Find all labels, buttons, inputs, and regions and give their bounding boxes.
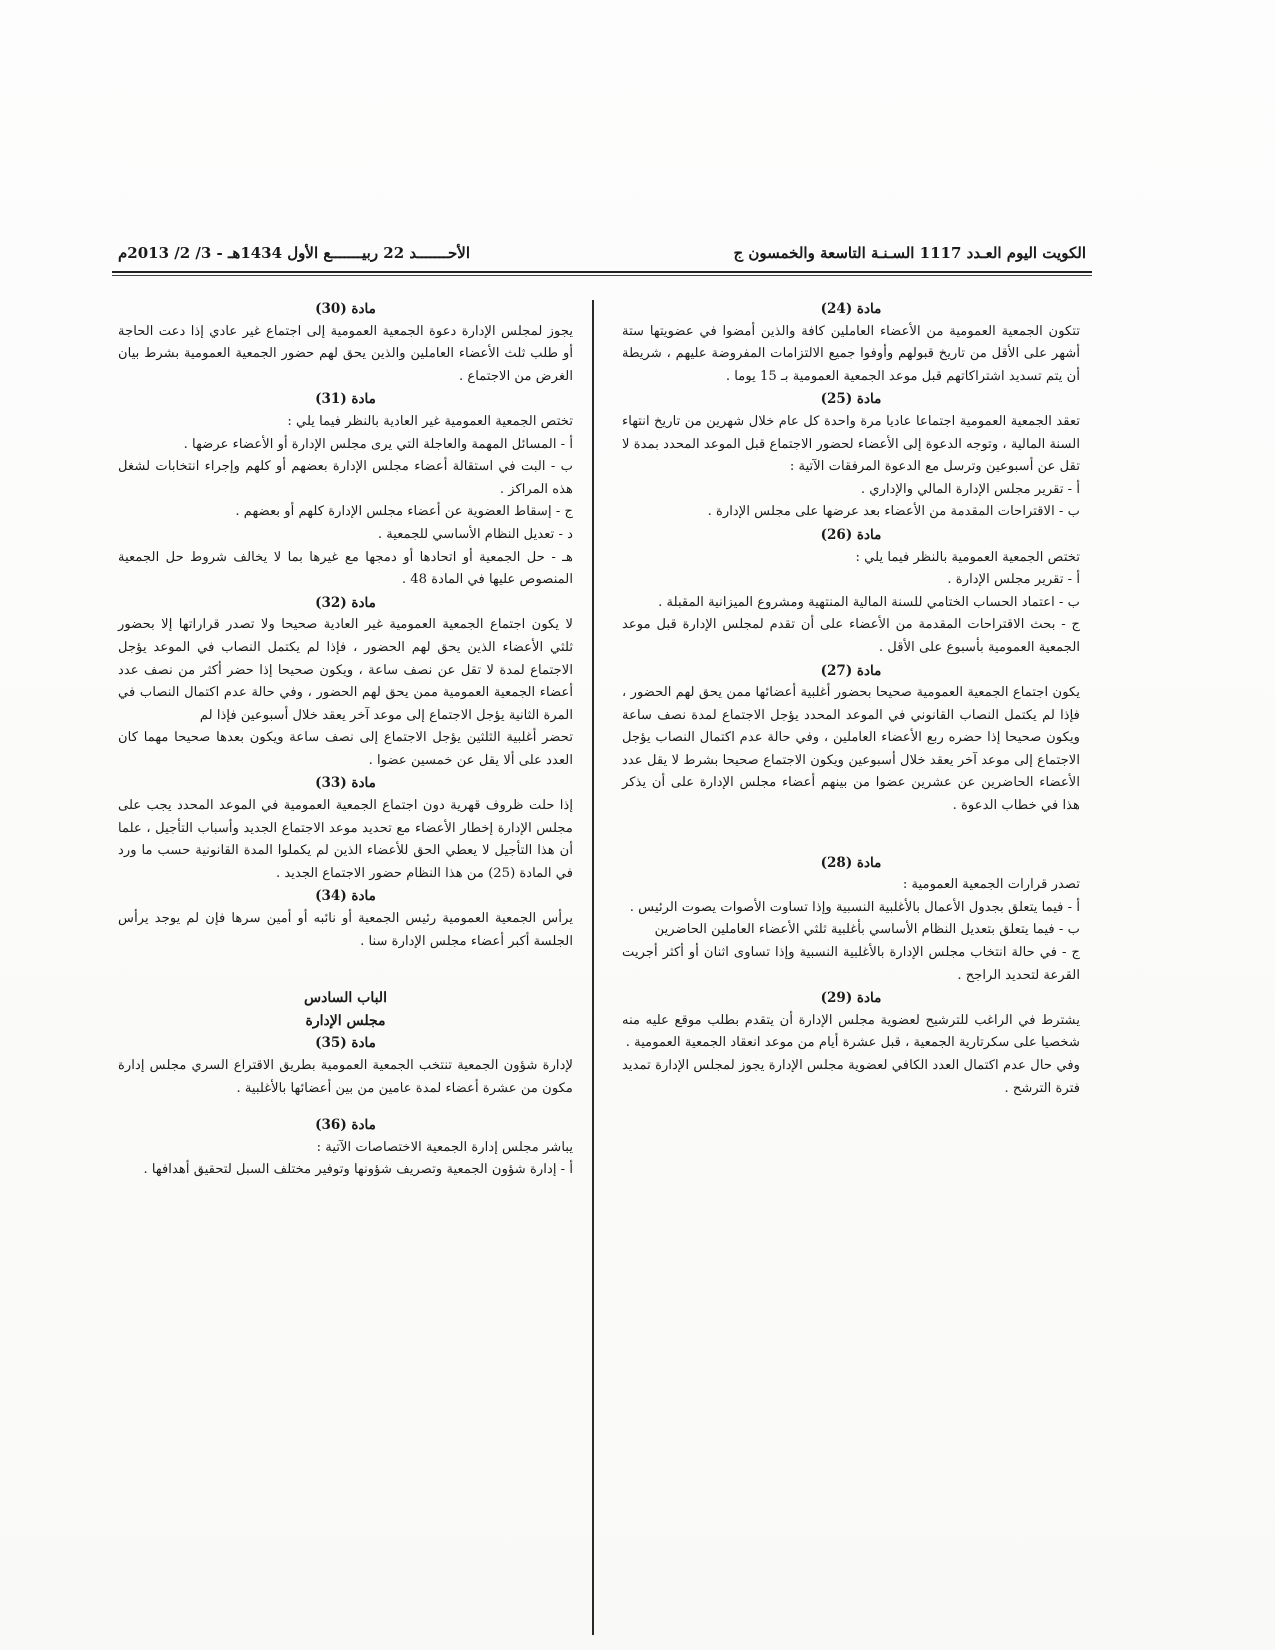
article-24-text: تتكون الجمعية العمومية من الأعضاء العاملين كافة والذين أمضوا في عضويتها ستة أشهر على الأقل من تاريخ قبولهم وأوفوا جميع الالتزامات المفروضة عليهم ، شريطة أن يتم تسديد اشتراكاتهم قبل موعد الجمعية العمومية بـ 15 يوما .	[622, 323, 1080, 384]
article-29-text: يشترط في الراغب للترشيح لعضوية مجلس الإدارة أن يتقدم بطلب موقع عليه منه شخصيا على سكرتارية الجمعية ، قبل عشرة أيام من موعد انعقاد الجمعية العمومية .	[622, 1012, 1080, 1051]
article-25-item-a: أ - تقرير مجلس الإدارة المالي والإداري .	[860, 481, 1080, 497]
article-31-item-c: ج - إسقاط العضوية عن أعضاء مجلس الإدارة كلهم أو بعضهم .	[235, 504, 573, 520]
article-24-title: مادة (24)	[820, 301, 882, 317]
article-26-item-a: أ - تقرير مجلس الإدارة .	[947, 572, 1080, 588]
article-36-title: مادة (36)	[315, 1117, 376, 1134]
spacer	[118, 1100, 573, 1114]
article-26-item-b: ب - اعتماد الحساب الختامي للسنة المالية المنتهية ومشروع الميزانية المقبلة .	[658, 594, 1080, 610]
article-25-text: تعقد الجمعية العمومية اجتماعا عاديا مرة واحدة كل عام خلال شهرين من تاريخ انتهاء السنة المالية ، وتوجه الدعوة إلى الأعضاء لحضور الاجتماع قبل الموعد المحدد بمدة لا تقل عن أسبوعين وترسل مع الدعوة المرفقات الآتية :	[622, 413, 1081, 475]
article-31-item-e: هـ - حل الجمعية أو اتحادها أو دمجها مع غيرها بما لا يخالف شروط حل الجمعية المنصوص عليها في المادة 48 .	[118, 549, 573, 588]
spacer	[118, 953, 573, 987]
article-30-text: يجوز لمجلس الإدارة دعوة الجمعية العمومية إلى اجتماع غير عادي إذا دعت الحاجة أو طلب ثلث الأعضاء العاملين والذين يحق لهم حضور الجمعية العمومية بشرط بيان الغرض من الاجتماع .	[118, 323, 573, 384]
article-34-text: يرأس الجمعية العمومية رئيس الجمعية أو نائبه أو أمين سرها فإن لم يوجد يرأس الجلسة أكبر أعضاء مجلس الإدارة سنا .	[118, 911, 573, 949]
right-column	[622, 298, 1080, 1100]
article-27-title: مادة (27)	[820, 662, 882, 679]
article-28-item-a: أ - فيما يتعلق بجدول الأعمال بالأغلبية النسبية وإذا تساوت الأصوات يصوت الرئيس .	[629, 899, 1080, 915]
article-26-title: مادة (26)	[820, 526, 882, 543]
column-divider	[592, 300, 594, 1635]
chapter-title: الباب السادس	[304, 990, 387, 1007]
header-rule-thin	[112, 275, 1092, 276]
chapter-subtitle: مجلس الإدارة	[305, 1012, 386, 1029]
article-29-title: مادة (29)	[820, 990, 882, 1007]
header-issue: الكويت اليوم العـدد 1117 السـنـة التاسعة والخمسون ج	[733, 244, 1086, 262]
article-31-item-d: د - تعديل النظام الأساسي للجمعية .	[377, 526, 573, 542]
article-25-item-b: ب - الاقتراحات المقدمة من الأعضاء بعد عرضها على مجلس الإدارة .	[707, 504, 1080, 520]
article-28-title: مادة (28)	[820, 854, 882, 871]
article-28-item-c: ج - في حالة انتخاب مجلس الإدارة بالأغلبية النسبية وإذا تساوى اثنان أو أكثر أجريت القرعة لتحديد الراجح .	[622, 945, 1080, 983]
article-34-title: مادة (34)	[315, 888, 376, 905]
article-33-text: إذا حلت ظروف قهرية دون اجتماع الجمعية العمومية في الموعد المحدد يجب على مجلس الإدارة إخطار الأعضاء مع تحديد موعد الاجتماع الجديد وأسباب التأجيل ، علما أن هذا التأجيل لا يعطي الحق للأعضاء الذين لم يكملوا المدة القانونية حسب ما ورد في المادة (25) من هذا النظام حضور الاجتماع الجديد .	[118, 798, 573, 881]
article-28-text: تصدر قرارات الجمعية العمومية :	[902, 877, 1080, 893]
article-26-text: تختص الجمعية العمومية بالنظر فيما يلي :	[855, 549, 1080, 565]
article-36-text: يباشر مجلس إدارة الجمعية الاختصاصات الآتية :	[316, 1139, 573, 1155]
left-column	[118, 298, 573, 1182]
article-33-title: مادة (33)	[315, 775, 376, 792]
article-27-text: يكون اجتماع الجمعية العمومية صحيحا بحضور أغلبية أعضائها ممن يحق لهم الحضور ، فإذا لم يكتمل النصاب القانوني في الموعد المحدد يؤجل الاجتماع لمدة نصف ساعة ويكون صحيحا إذا حضره ربع الأعضاء العاملين ، وفي حالة عدم اكتمال النصاب يؤجل الاجتماع إلى موعد آخر يعقد خلال أسبوعين ويكون الاجتماع صحيحا بشرط لا يقل عدد الأعضاء الحاضرين عن عشرين عضوا من بينهم أعضاء مجلس الإدارة على أن يذكر هذا في خطاب الدعوة .	[622, 685, 1080, 814]
article-30-title: مادة (30)	[315, 301, 376, 317]
article-31-item-b: ب - البت في استقالة أعضاء مجلس الإدارة بعضهم أو كلهم وإجراء انتخابات لشغل هذه المراكز .	[118, 459, 573, 497]
article-32-title: مادة (32)	[315, 594, 376, 611]
article-31-item-a: أ - المسائل المهمة والعاجلة التي يرى مجلس الإدارة أو الأعضاء عرضها .	[183, 436, 573, 452]
article-35-text: لإدارة شؤون الجمعية تنتخب الجمعية العمومية بطريق الاقتراع السري مجلس إدارة مكون من عشرة أعضاء لمدة عامين من بين أعضائها بالأغلبية .	[118, 1058, 573, 1096]
article-31-text: تختص الجمعية العمومية غير العادية بالنظر فيما يلي :	[287, 413, 573, 429]
header-date: الأحـــــــد 22 ربيـــــــع الأول 1434هـ - 3/ 2/ 2013م	[118, 244, 471, 262]
article-35-title: مادة (35)	[315, 1035, 376, 1052]
spacer	[622, 818, 1080, 852]
article-31-title: مادة (31)	[315, 391, 376, 408]
article-26-item-c: ج - بحث الاقتراحات المقدمة من الأعضاء على أن تقدم لمجلس الإدارة قبل موعد الجمعية العمومية بأسبوع على الأقل .	[622, 617, 1080, 655]
page-header	[118, 236, 1086, 270]
article-29-text-2: وفي حال عدم اكتمال العدد الكافي لعضوية مجلس الإدارة يجوز لمجلس الإدارة تمديد فترة الترشح .	[622, 1058, 1080, 1096]
article-25-title: مادة (25)	[820, 391, 882, 408]
article-32-text-2: تحضر أغلبية الثلثين يؤجل الاجتماع إلى نصف ساعة ويكون بعدها صحيحا مهما كان العدد على ألا يقل عن خمسين عضوا .	[118, 730, 573, 768]
article-32-text: لا يكون اجتماع الجمعية العمومية غير العادية صحيحا ولا تصدر قراراتها إلا بحضور ثلثي الأعضاء الذين يحق لهم الحضور ، فإذا لم يكتمل النصاب في الموعد يؤجل الاجتماع لمدة لا تقل عن نصف ساعة ، ويكون صحيحا إذا حضر أكثر من نصف عدد أعضاء الجمعية العمومية ممن يحق لهم الحضور ، وفي حالة عدم اكتمال النصاب في المرة الثانية يؤجل الاجتماع إلى موعد آخر يعقد خلال أسبوعين فإذا لم	[118, 617, 573, 723]
header-rule	[112, 271, 1092, 273]
article-36-item-a: أ - إدارة شؤون الجمعية وتصريف شؤونها وتوفير مختلف السبل لتحقيق أهدافها .	[143, 1162, 573, 1178]
article-28-item-b: ب - فيما يتعلق بتعديل النظام الأساسي بأغلبية ثلثي الأعضاء العاملين الحاضرين	[654, 922, 1080, 938]
